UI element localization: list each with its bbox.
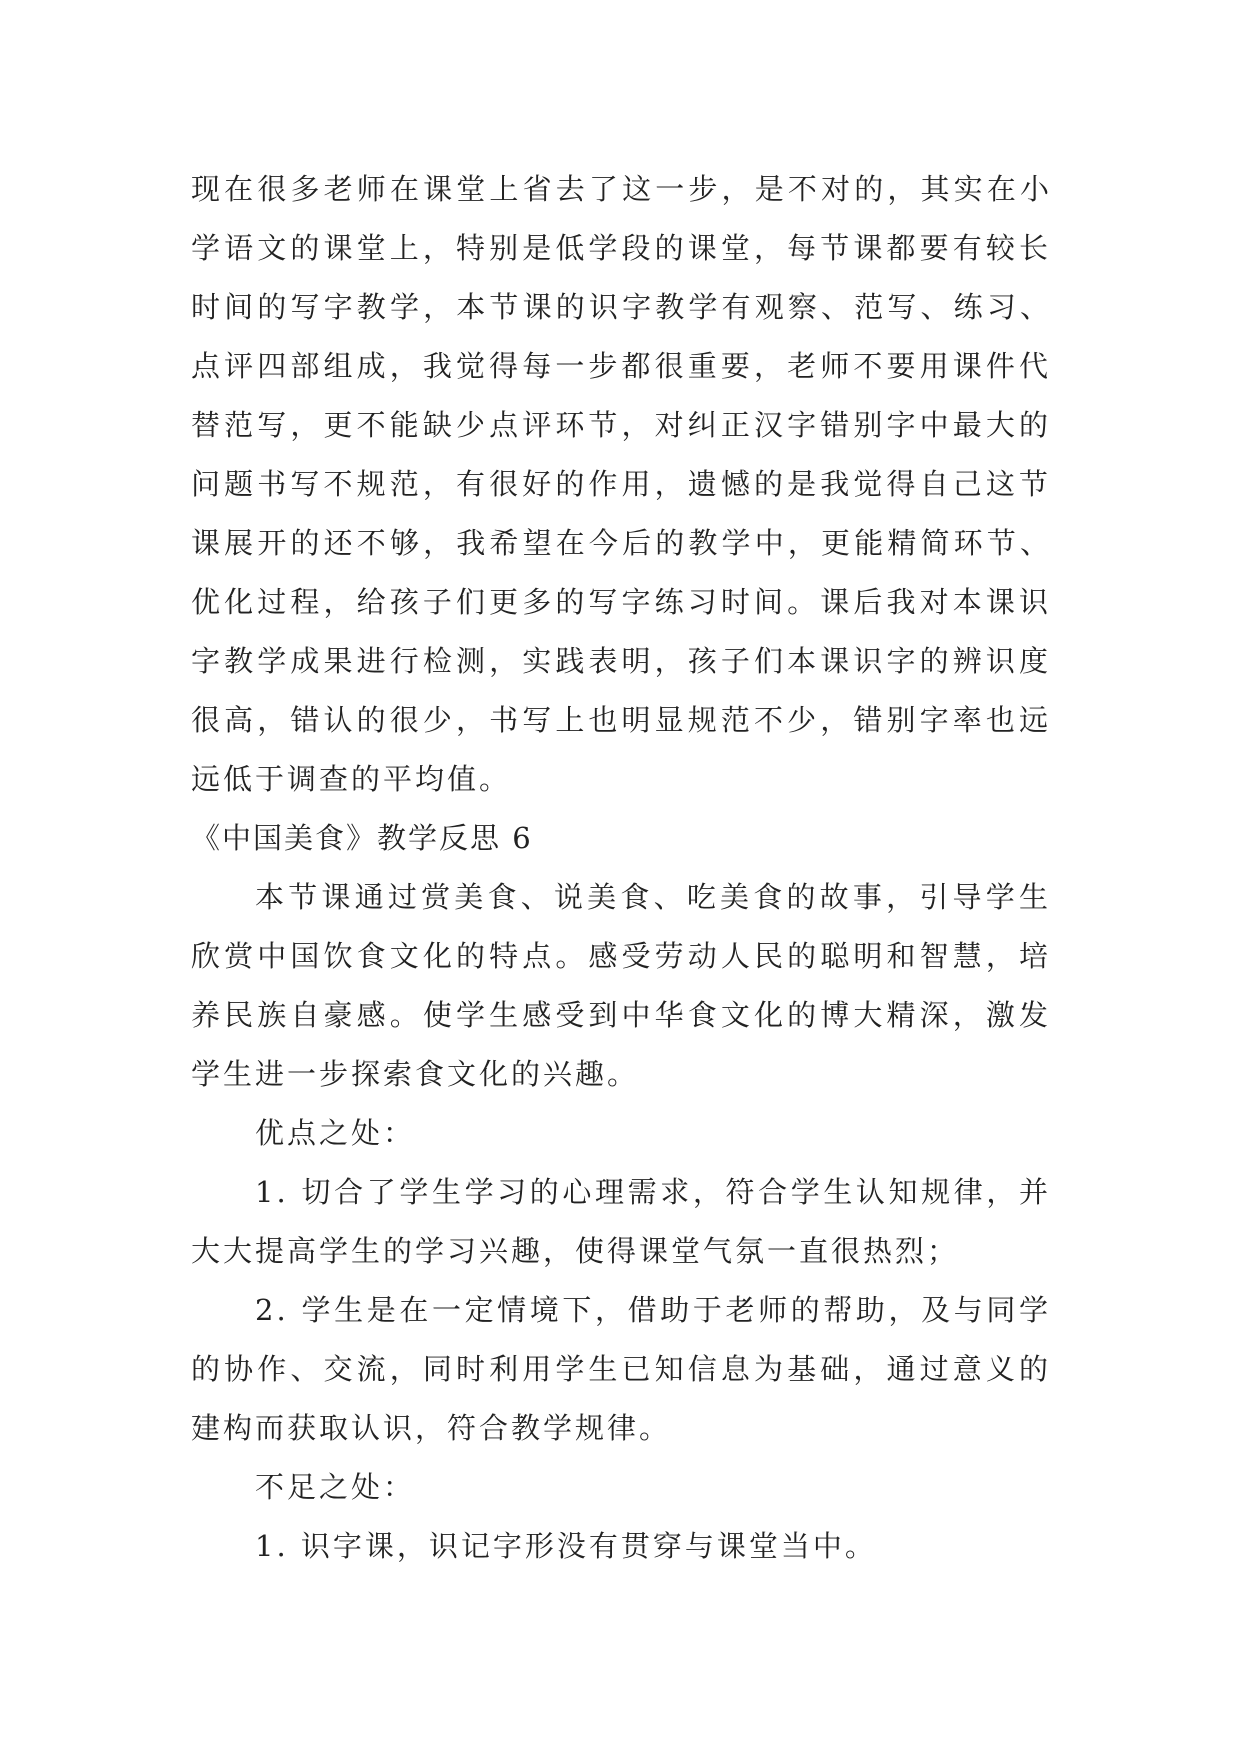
- document-page: [191, 160, 1051, 1576]
- text-line: 远低于调查的平均值。: [191, 762, 512, 796]
- text-line: 欣赏中国饮食文化的特点。感受劳动人民的聪明和智慧，培: [191, 939, 1051, 973]
- text-line: 课展开的还不够，我希望在今后的教学中，更能精简环节、: [191, 526, 1051, 560]
- text-line: 现在很多老师在课堂上省去了这一步，是不对的，其实在小: [191, 172, 1051, 206]
- text-line: 2. 学生是在一定情境下，借助于老师的帮助，及与同学: [255, 1293, 1051, 1327]
- text-line: 点评四部组成，我觉得每一步都很重要，老师不要用课件代: [191, 349, 1051, 383]
- section-heading: 《中国美食》教学反思 6: [191, 821, 533, 855]
- text-line: 本节课通过赏美食、说美食、吃美食的故事，引导学生: [255, 880, 1051, 914]
- text-line: 很高，错认的很少，书写上也明显规范不少，错别字率也远: [191, 703, 1051, 737]
- paragraph-continuation: [191, 160, 1051, 809]
- text-line: 优化过程，给孩子们更多的写字练习时间。课后我对本课识: [191, 585, 1051, 619]
- text-line: 建构而获取认识，符合教学规律。: [191, 1411, 672, 1445]
- shortcoming-item-1: 1. 识字课，识记字形没有贯穿与课堂当中。: [255, 1529, 877, 1563]
- advantages-title: 优点之处：: [255, 1116, 416, 1150]
- text-line: 的协作、交流，同时利用学生已知信息为基础，通过意义的: [191, 1352, 1051, 1386]
- paragraph-intro: [191, 868, 1051, 1104]
- text-line: 养民族自豪感。使学生感受到中华食文化的博大精深，激发: [191, 998, 1051, 1032]
- text-line: 1. 切合了学生学习的心理需求，符合学生认知规律，并: [255, 1175, 1051, 1209]
- text-line: 字教学成果进行检测，实践表明，孩子们本课识字的辨识度: [191, 644, 1051, 678]
- text-line: 学语文的课堂上，特别是低学段的课堂，每节课都要有较长: [191, 231, 1051, 265]
- text-line: 大大提高学生的学习兴趣，使得课堂气氛一直很热烈；: [191, 1234, 960, 1268]
- advantage-item-2: [191, 1281, 1051, 1458]
- text-line: 问题书写不规范，有很好的作用，遗憾的是我觉得自己这节: [191, 467, 1051, 501]
- text-line: 学生进一步探索食文化的兴趣。: [191, 1057, 640, 1091]
- shortcomings-title: 不足之处：: [255, 1470, 416, 1504]
- text-line: 替范写，更不能缺少点评环节，对纠正汉字错别字中最大的: [191, 408, 1051, 442]
- text-line: 时间的写字教学，本节课的识字教学有观察、范写、练习、: [191, 290, 1051, 324]
- advantage-item-1: [191, 1163, 1051, 1281]
